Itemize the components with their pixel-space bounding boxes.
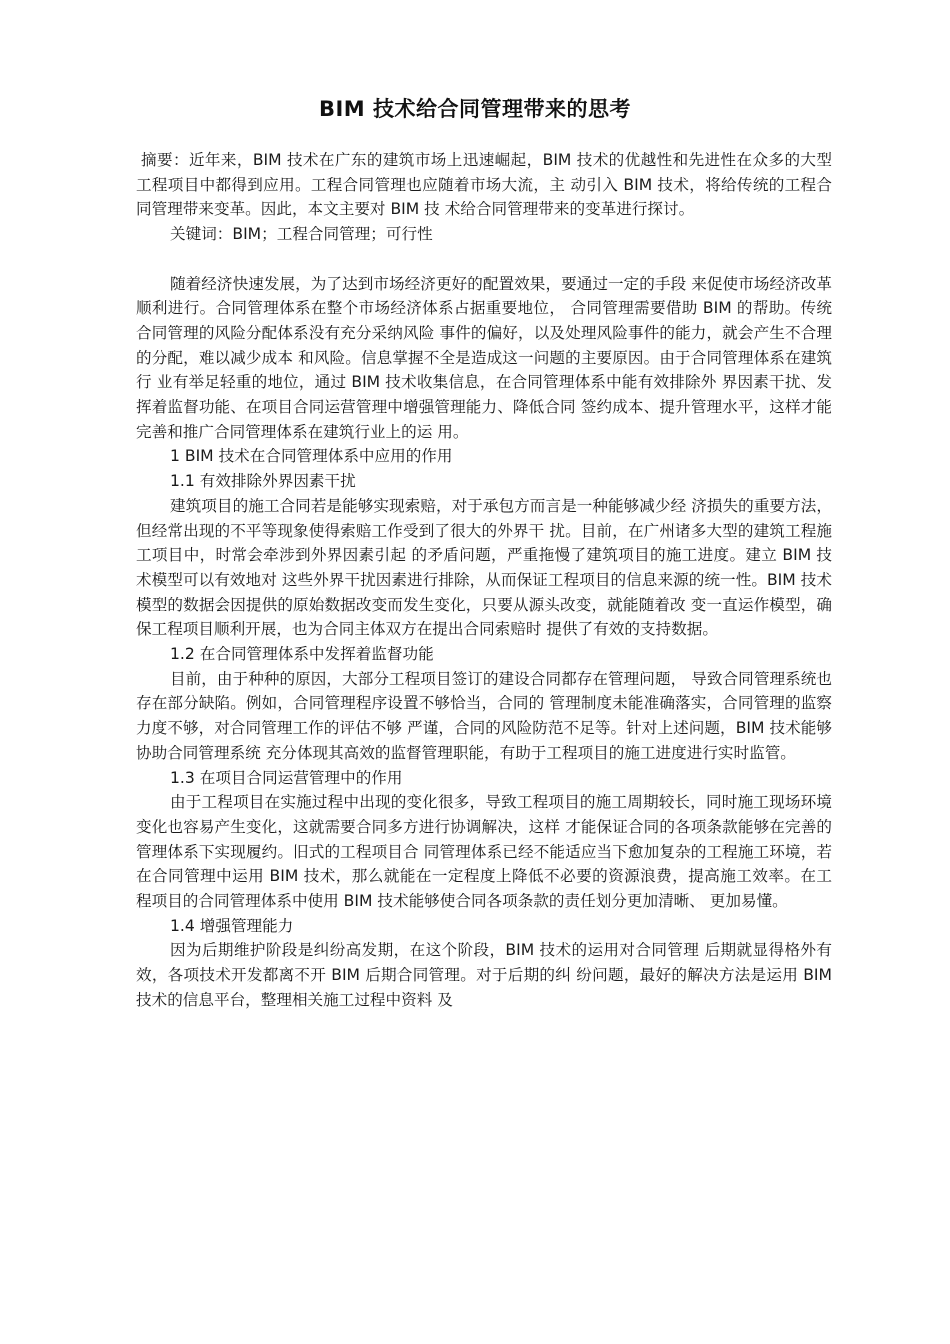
section-body-1-3: 由于工程项目在实施过程中出现的变化很多，导致工程项目的施工周期较长，同时施工现场环境变化也容易产生变化，这就需要合同多方进行协调解决，这样 才能保证合同的各项条款能够在完善的管理体系下实现履约。旧式的工程项目合 同管理体系已经不能适应当下愈加复杂的工程施工环境，若在合同管理中运用 BIM 技术，那么就能在一定程度上降低不必要的资源浪费，提高施工效率。在工 程项目的合同管理体系中使用 BIM 技术能够使合同各项条款的责任划分更加清晰、 更加易懂。 [136, 793, 832, 911]
section-heading-1-4: 1.4 增强管理能力 [170, 916, 294, 935]
intro-paragraph: 随着经济快速发展，为了达到市场经济更好的配置效果，要通过一定的手段 来促使市场经济改革顺利进行。合同管理体系在整个市场经济体系占据重要地位， 合同管理需要借助 BIM 的帮助。传统合同管理的风险分配体系没有充分采纳风险 事件的偏好，以及处理风险事件的能力，就会产生不合理的分配，难以减少成本 和风险。信息掌握不全是造成这一问题的主要原因。由于合同管理体系在建筑行 业有举足轻重的地位，通过 BIM 技术收集信息，在合同管理体系中能有效排除外 界因素干扰、发挥着监督功能、在项目合同运营管理中增强管理能力、降低合同 签约成本、提升管理水平，这样才能完善和推广合同管理体系在建筑行业上的运 用。 [136, 274, 832, 441]
section-heading-1: 1 BIM 技术在合同管理体系中应用的作用 [170, 447, 453, 466]
document-title: BIM 技术给合同管理带来的思考 [318, 97, 632, 121]
section-heading-1-2: 1.2 在合同管理体系中发挥着监督功能 [170, 645, 434, 664]
abstract-paragraph: 摘要：近年来，BIM 技术在广东的建筑市场上迅速崛起，BIM 技术的优越性和先进性在众多的大型工程项目中都得到应用。工程合同管理也应随着市场大流，主 动引入 BIM 技术，将给传统的工程合同管理带来变革。因此，本文主要对 BIM 技 术给合同管理带来的变革进行探讨。 [136, 151, 832, 219]
blank-line [136, 247, 832, 272]
section-heading-1-1: 1.1 有效排除外界因素干扰 [170, 472, 356, 491]
section-body-1-1: 建筑项目的施工合同若是能够实现索赔，对于承包方而言是一种能够减少经 济损失的重要方法，但经常出现的不平等现象使得索赔工作受到了很大的外界干 扰。目前，在广州诸多大型的建筑工程施工项目中，时常会牵涉到外界因素引起 的矛盾问题，严重拖慢了建筑项目的施工进度。建立 BIM 技术模型可以有效地对 这些外界干扰因素进行排除，从而保证工程项目的信息来源的统一性。BIM 技术 模型的数据会因提供的原始数据改变而发生变化，只要从源头改变，就能随着改 变一直运作模型，确保工程项目顺利开展，也为合同主体双方在提出合同索赔时 提供了有效的支持数据。 [136, 496, 832, 639]
document-body [136, 148, 832, 1013]
section-body-1-4: 因为后期维护阶段是纠纷高发期，在这个阶段，BIM 技术的运用对合同管理 后期就显得格外有效，各项技术开发都离不开 BIM 后期合同管理。对于后期的纠 纷问题，最好的解决方法是运用 BIM 技术的信息平台，整理相关施工过程中资料 及 [136, 941, 832, 1009]
section-heading-1-3: 1.3 在项目合同运营管理中的作用 [170, 768, 403, 787]
section-body-1-2: 目前，由于种种的原因，大部分工程项目签订的建设合同都存在管理问题， 导致合同管理系统也存在部分缺陷。例如，合同管理程序设置不够恰当，合同的 管理制度未能准确落实，合同管理的监察力度不够，对合同管理工作的评估不够 严谨，合同的风险防范不足等。针对上述问题，BIM 技术能够协助合同管理系统 充分体现其高效的监督管理职能，有助于工程项目的施工进度进行实时监管。 [136, 669, 832, 762]
keywords-line: 关键词：BIM；工程合同管理；可行性 [170, 225, 433, 244]
